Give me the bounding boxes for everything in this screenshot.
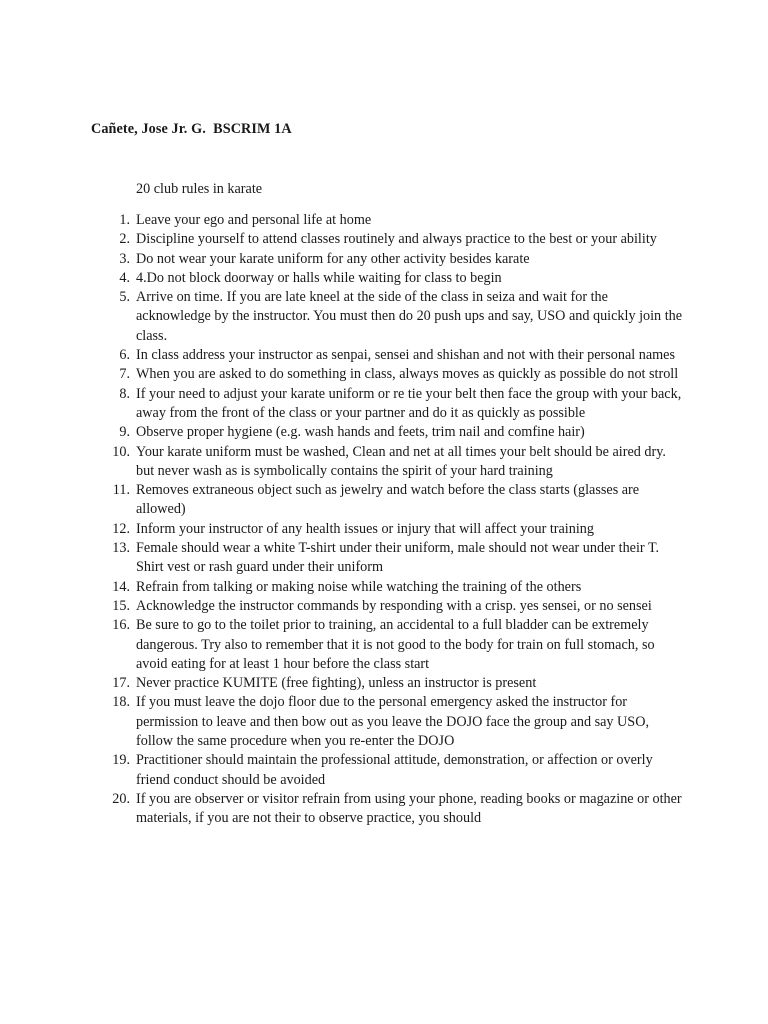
rule-item	[105, 288, 685, 346]
rule-item	[105, 211, 685, 230]
rule-number: 16.	[112, 617, 130, 634]
rule-item	[105, 790, 685, 829]
rule-number: 6.	[119, 347, 130, 364]
rule-number: 7.	[119, 366, 130, 383]
rule-text: Removes extraneous object such as jewelry and watch before the class starts (glasses are allowed)	[136, 482, 640, 518]
rule-number: 2.	[119, 231, 130, 248]
rule-text: Observe proper hygiene (e.g. wash hands and feets, trim nail and comfine hair)	[136, 424, 585, 441]
rule-number: 19.	[112, 752, 130, 769]
rule-item	[105, 520, 685, 539]
rule-item	[105, 539, 685, 578]
rule-number: 17.	[112, 675, 130, 692]
rule-item	[105, 578, 685, 597]
rule-number: 12.	[112, 520, 130, 537]
rule-text: Discipline yourself to attend classes routinely and always practice to the best or your ability	[136, 231, 657, 248]
rule-item	[105, 365, 685, 384]
rule-number: 8.	[119, 385, 130, 402]
rule-item	[105, 443, 685, 482]
rule-number: 11.	[112, 482, 130, 499]
rule-item	[105, 751, 685, 790]
rule-text: Inform your instructor of any health issues or injury that will affect your training	[136, 520, 594, 537]
rule-text: Acknowledge the instructor commands by responding with a crisp. yes sensei, or no sensei	[136, 597, 652, 614]
rule-number: 10.	[112, 443, 130, 460]
rule-item	[105, 269, 685, 288]
rule-number: 18.	[112, 694, 130, 711]
rule-number: 4.	[119, 269, 130, 286]
document-title: 20 club rules in karate	[136, 181, 263, 197]
rule-text: In class address your instructor as senpai, sensei and shishan and not with their personal names	[136, 347, 676, 364]
rule-item	[105, 616, 685, 674]
rule-text: Female should wear a white T-shirt under their uniform, male should not wear under their T. Shirt vest or rash guard under their uniform	[136, 540, 660, 576]
rules-list	[105, 211, 685, 829]
rule-text: Never practice KUMITE (free fighting), unless an instructor is present	[136, 675, 537, 692]
rule-item	[105, 674, 685, 693]
rule-number: 9.	[119, 424, 130, 441]
rule-item	[105, 481, 685, 520]
rule-text: Refrain from talking or making noise while watching the training of the others	[136, 578, 582, 595]
rule-text: Practitioner should maintain the professional attitude, demonstration, or affection or overly friend conduct should be avoided	[136, 752, 653, 788]
rule-number: 5.	[119, 289, 130, 306]
rule-text: Do not wear your karate uniform for any other activity besides karate	[136, 250, 530, 267]
rule-item	[105, 423, 685, 442]
rule-text: If your need to adjust your karate uniform or re tie your belt then face the group with your back, away from the front of the class or your partner and do it as quickly as possible	[136, 385, 682, 421]
rule-text: If you must leave the dojo floor due to the personal emergency asked the instructor for permission to leave and then bow out as you leave the DOJO face the group and say USO, follow the same procedure when you re-enter the DOJO	[136, 694, 649, 750]
rule-item	[105, 346, 685, 365]
rule-item	[105, 597, 685, 616]
rule-text: If you are observer or visitor refrain from using your phone, reading books or magazine or other materials, if you are not their to observe practice, you should	[136, 790, 682, 827]
rule-number: 3.	[119, 250, 130, 267]
rule-number: 20.	[112, 790, 130, 807]
rule-text: When you are asked to do something in class, always moves as quickly as possible do not stroll	[136, 366, 679, 383]
rule-number: 13.	[112, 540, 130, 557]
rule-number: 14.	[112, 578, 130, 595]
rule-item	[105, 693, 685, 751]
rule-number: 1.	[119, 212, 130, 228]
rule-text: 4.Do not block doorway or halls while waiting for class to begin	[136, 269, 502, 286]
rule-item	[105, 250, 685, 269]
rule-item	[105, 230, 685, 249]
rule-item	[105, 385, 685, 424]
rule-text: Leave your ego and personal life at home	[136, 212, 372, 228]
rule-text: Your karate uniform must be washed, Clean and net at all times your belt should be aired dry. but never wash as is symbolically contains the spirit of your hard training	[136, 443, 666, 479]
rule-text: Be sure to go to the toilet prior to training, an accidental to a full bladder can be extremely dangerous. Try also to remember that it is not good to the body for train on full stomach, so avoid eating for at least 1 hour before the class start	[136, 617, 655, 672]
student-header: Cañete, Jose Jr. G. BSCRIM 1A	[91, 121, 292, 137]
rule-text: Arrive on time. If you are late kneel at the side of the class in seiza and wait for the acknowledge by the instructor. You must then do 20 push ups and say, USO and quickly join the class.	[136, 289, 683, 344]
rule-number: 15.	[112, 597, 130, 614]
